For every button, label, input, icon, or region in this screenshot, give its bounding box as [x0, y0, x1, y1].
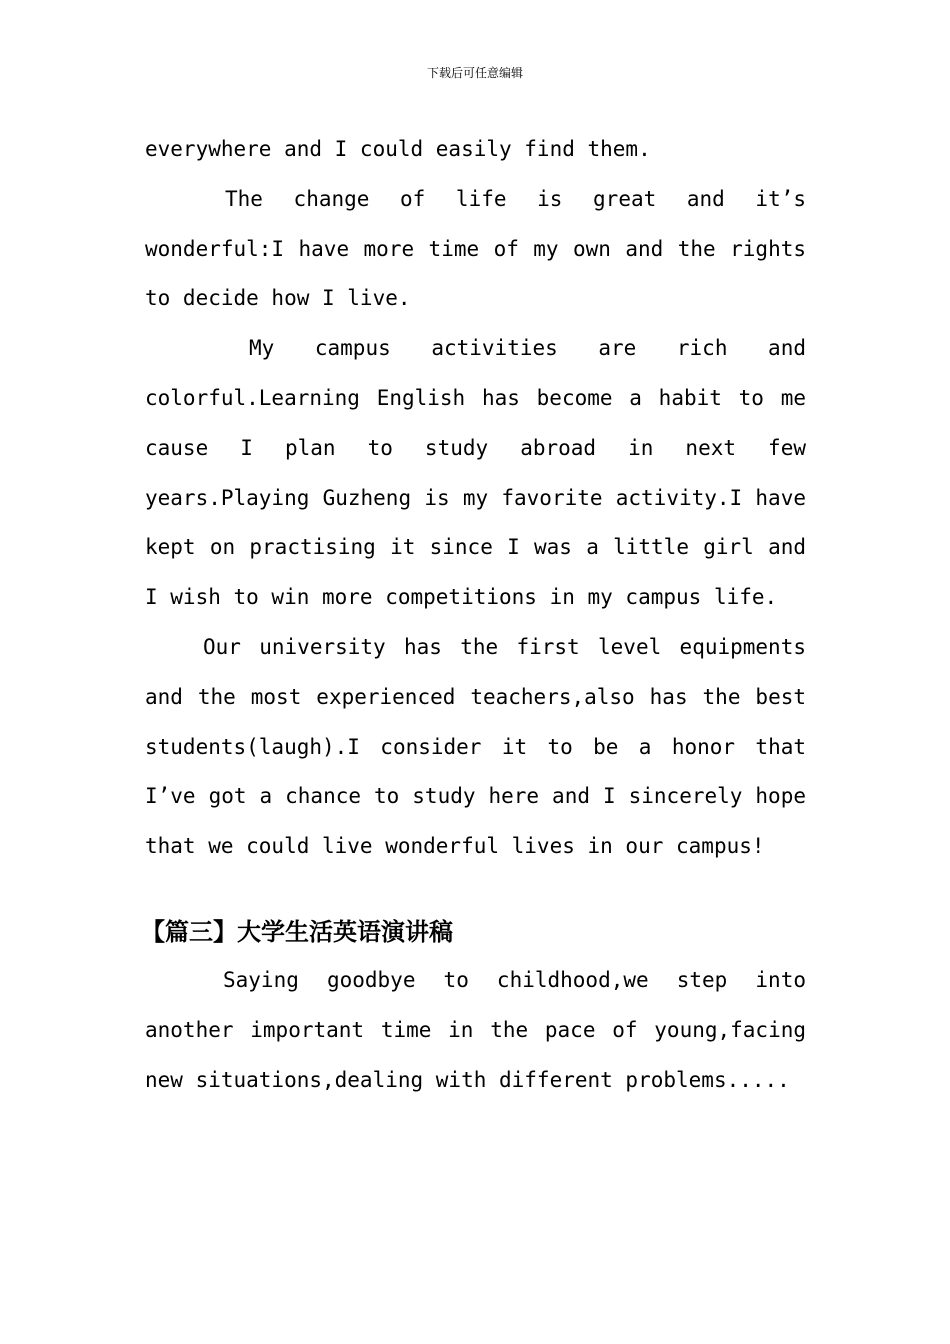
paragraph-saying-goodbye: Saying goodbye to childhood,we step into another important time in the pace of young,facing new situations,dealing with different problems.....	[145, 967, 806, 1092]
paragraph-change-of-life: The change of life is great and it’s wonderful:I have more time of my own and the rights to decide how I live.	[145, 186, 806, 311]
paragraph-continuation: everywhere and I could easily find them.	[145, 137, 651, 161]
page-header: 下载后可任意编辑	[426, 66, 523, 80]
paragraph-university: Our university has the first level equipments and the most experienced teachers,also has the best students(laugh).I consider it to be a honor that I’ve got a chance to study here and I sincerely hope that we could live wonderful lives in our campus!	[145, 634, 806, 859]
section-heading: 【篇三】大学生活英语演讲稿	[141, 916, 453, 946]
document-body	[141, 125, 806, 1105]
paragraph-campus-activities: My campus activities are rich and colorful.Learning English has become a habit to me cause I plan to study abroad in next few years.Playing Guzheng is my favorite activity.I have kept on practising it since I was a little girl and I wish to win more competitions in my campus life.	[145, 336, 806, 610]
